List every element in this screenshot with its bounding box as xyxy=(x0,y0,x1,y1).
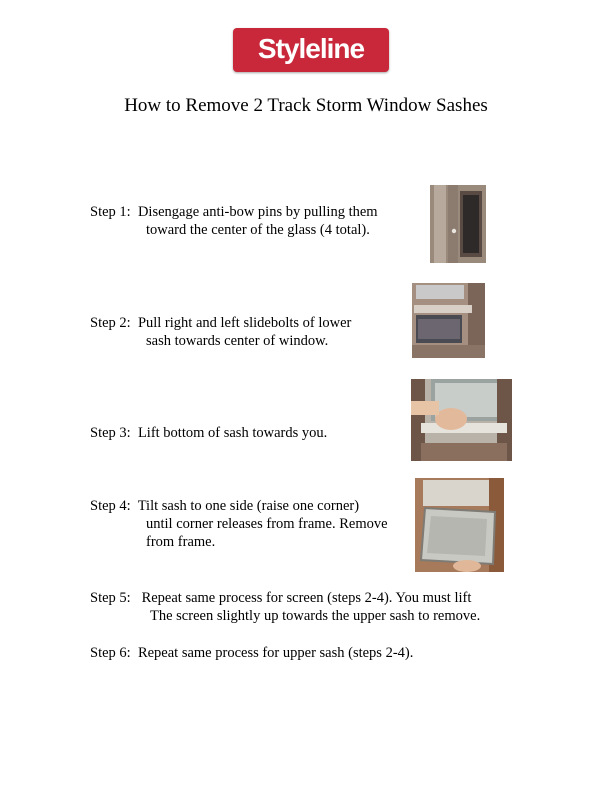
step-4-line-1: Tilt sash to one side (raise one corner) xyxy=(137,498,360,514)
step-5 xyxy=(90,589,480,625)
step-2-photo xyxy=(412,283,485,358)
page-title: How to Remove 2 Track Storm Window Sashes xyxy=(124,95,488,116)
step-4-photo xyxy=(415,478,504,572)
step-4-label: Step 4: xyxy=(90,498,131,514)
step-2-label: Step 2: xyxy=(90,315,131,331)
step-3-label: Step 3: xyxy=(90,425,131,441)
logo-text: Styleline xyxy=(257,33,365,64)
step-1-line-1: Disengage anti-bow pins by pulling them xyxy=(137,204,378,220)
step-5-line-2: The screen slightly up towards the upper sash to remove. xyxy=(150,608,481,624)
step-1 xyxy=(90,203,378,239)
step-4-line-2: until corner releases from frame. Remove xyxy=(146,516,388,532)
step-1-photo xyxy=(430,185,486,263)
step-2 xyxy=(90,314,351,350)
step-3-line-1: Lift bottom of sash towards you. xyxy=(137,425,328,441)
step-6-line-1: Repeat same process for upper sash (steps 2-4). xyxy=(137,645,414,661)
step-5-line-1: Repeat same process for screen (steps 2-4). You must lift xyxy=(141,590,472,606)
styleline-logo xyxy=(233,28,389,72)
step-1-label: Step 1: xyxy=(90,204,131,220)
step-3 xyxy=(90,424,327,442)
step-4-line-3: from frame. xyxy=(146,534,216,550)
step-6-label: Step 6: xyxy=(90,645,131,661)
step-1-line-2: toward the center of the glass (4 total). xyxy=(146,222,370,238)
step-6 xyxy=(90,644,413,662)
step-3-photo xyxy=(411,379,512,461)
step-2-line-1: Pull right and left slidebolts of lower xyxy=(137,315,352,331)
step-5-label: Step 5: xyxy=(90,590,131,606)
step-2-line-2: sash towards center of window. xyxy=(146,333,329,349)
step-4 xyxy=(90,497,388,551)
